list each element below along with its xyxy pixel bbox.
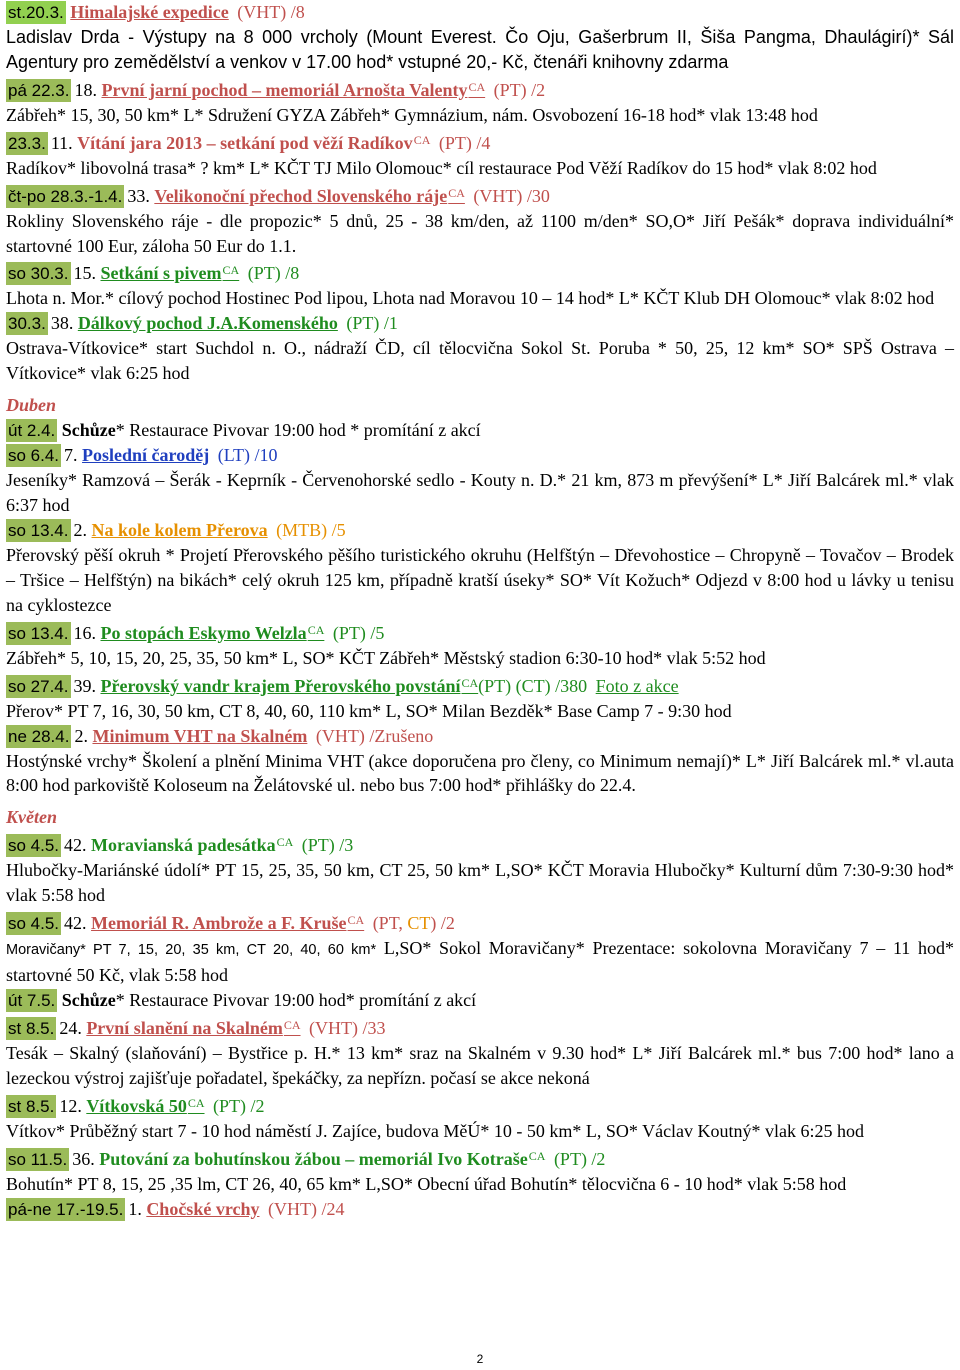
event-title-link[interactable] bbox=[101, 623, 325, 643]
page-number: 2 bbox=[476, 1352, 484, 1366]
event-details: Bohutín* PT 8, 15, 25 ,35 lm, CT 26, 40, 65 km* L,SO* Obecní úřad Bohutín* tělocvična 6 - 10 hod* vlak 5:58 hod bbox=[6, 1173, 847, 1194]
event-details: Jeseníky* Ramzová – Šerák - Keprník - Červenohorské sedlo - Kouty n. D.* 21 km, 873 m převýšení* L* Jiří Balcárek ml.* vlak 6:37 hod bbox=[6, 470, 954, 516]
event-date: ne 28.4. bbox=[8, 726, 70, 746]
event-category: (VHT) /30 bbox=[473, 185, 550, 206]
event-details: Hostýnské vrchy* Školení a plnění Minima VHT (akce doporučena pro členy, co Minimum nemají)* L* Jiří Balcárek ml.* vl.auta 8:00 hod parkoviště Koloseum na Želátovské ul. nebo bus 7:00 hod* přihlášky do 22.4. bbox=[6, 750, 954, 796]
event-entry bbox=[6, 311, 954, 386]
event-number: 39. bbox=[73, 675, 96, 696]
month-heading: Duben bbox=[6, 395, 57, 416]
event-title-text: Moravianská padesátka bbox=[91, 835, 276, 856]
event-title: Memoriál R. Ambrože a F. Kruše bbox=[91, 913, 347, 934]
event-date: 23.3. bbox=[8, 133, 46, 153]
event-number: 42. bbox=[64, 913, 87, 934]
event-entry bbox=[6, 1013, 954, 1091]
event-number: 38. bbox=[50, 313, 74, 334]
event-number: 16. bbox=[73, 622, 96, 643]
event-category: (PT) /1 bbox=[346, 313, 398, 334]
event-details: Lhota n. Mor.* cílový pochod Hostinec Pod lipou, Lhota nad Moravou 10 – 14 hod* L* KČT Klub DH Olomouc* vlak 8:02 hod bbox=[6, 288, 935, 309]
event-title-link[interactable] bbox=[86, 1018, 300, 1038]
event-number: 18. bbox=[74, 79, 97, 100]
ca-badge: CA bbox=[276, 835, 294, 850]
event-category: (PT) /2 bbox=[493, 79, 546, 100]
event-entry bbox=[6, 1144, 954, 1197]
event-entry bbox=[6, 671, 954, 724]
ca-badge: CA bbox=[307, 622, 325, 637]
event-date: út 2.4. bbox=[8, 421, 56, 441]
event-title-link[interactable] bbox=[101, 80, 485, 100]
event-title: První jarní pochod – memoriál Arnošta Valenty bbox=[101, 79, 468, 100]
details-part: L,SO* Sokol Moravičany* Prezentace: sokolovna Moravičany 7 – 11 hod* startovné 50 Kč, vlak 5:58 hod bbox=[6, 938, 954, 986]
event-title-link[interactable] bbox=[101, 676, 479, 696]
event-details: Zábřeh* 5, 10, 15, 20, 25, 35, 50 km* L, SO* KČT Zábřeh* Městský stadion 6:30-10 hod* vlak 5:52 hod bbox=[6, 647, 766, 668]
event-entry bbox=[6, 443, 954, 518]
event-title: Přerovský vandr krajem Přerovského povstání bbox=[100, 675, 461, 696]
event-details: Přerov* PT 7, 16, 30, 50 km, CT 8, 40, 60, 110 km* L, SO* Milan Bezděk* Base Camp 7 - 9:30 hod bbox=[6, 700, 732, 721]
event-category: (PT) /4 bbox=[438, 132, 491, 153]
event-entry bbox=[6, 258, 954, 311]
event-number: 36. bbox=[72, 1148, 95, 1169]
event-details: Přerovský pěší okruh * Projetí Přerovského pěšího turistického okruhu (Helfštýn – Dřevohostice – Chropyně – Tovačov – Brodek – Tršice – Helfštýn) na bikách* celý okruh 125 km, případně kratší úseky* SO* Vít Kožuch* Odjezd v 8:00 hod u lávky u tenisu na cyklostezce bbox=[6, 544, 954, 615]
ca-badge: CA bbox=[528, 1148, 546, 1163]
event-number: 15. bbox=[73, 263, 96, 284]
event-date: so 13.4. bbox=[8, 623, 69, 643]
event-title-link[interactable]: Chočské vrchy bbox=[146, 1198, 260, 1219]
event-date: st 8.5. bbox=[8, 1096, 55, 1116]
event-title-link[interactable]: Dálkový pochod J.A.Komenského bbox=[77, 313, 338, 334]
event-date: so 27.4. bbox=[8, 676, 69, 696]
event-entry bbox=[6, 908, 954, 988]
event-date: st 8.5. bbox=[8, 1018, 55, 1038]
ca-badge: CA bbox=[448, 185, 465, 200]
event-title-link[interactable]: Poslední čaroděj bbox=[82, 445, 210, 466]
event-date: so 13.4. bbox=[8, 520, 69, 540]
details-part: CT 20, 40, 60 km* bbox=[246, 942, 377, 959]
event-title: První slanění na Skalném bbox=[86, 1017, 283, 1038]
details-part: Moravičany* PT 7, 15, 20, 35 km, bbox=[6, 942, 247, 959]
event-details: Zábřeh* 15, 30, 50 km* L* Sdružení GYZA Zábřeh* Gymnázium, nám. Osvobození 16-18 hod* vlak 13:48 hod bbox=[6, 104, 818, 125]
event-date: so 6.4. bbox=[8, 446, 60, 466]
event-category: (PT) /5 bbox=[332, 622, 385, 643]
event-number: 7. bbox=[64, 445, 78, 466]
event-category: (LT) /10 bbox=[217, 445, 278, 466]
event-date: 30.3. bbox=[8, 314, 46, 334]
event-details: Vítkov* Průběžný start 7 - 10 hod náměstí J. Zajíce, budova MěÚ* 10 - 50 km* L, SO* Václav Koutný* vlak 6:25 hod bbox=[6, 1120, 865, 1141]
event-title-link[interactable] bbox=[154, 186, 465, 206]
category-part-ct: CT bbox=[407, 913, 431, 934]
event-category: (PT) /3 bbox=[301, 835, 354, 856]
month-heading: Květen bbox=[6, 807, 57, 828]
event-date: pá-ne 17.-19.5. bbox=[8, 1199, 124, 1219]
event-title-link[interactable]: Himalajské expedice bbox=[70, 2, 229, 22]
event-entry bbox=[6, 128, 954, 181]
event-title bbox=[99, 1149, 545, 1169]
event-details bbox=[6, 936, 954, 988]
event-number: 1. bbox=[128, 1198, 142, 1219]
event-title: Po stopách Eskymo Welzla bbox=[100, 622, 307, 643]
event-category: (PT) /2 bbox=[553, 1148, 606, 1169]
event-date: so 4.5. bbox=[8, 836, 60, 856]
event-title-link[interactable]: Na kole kolem Přerova bbox=[91, 519, 268, 540]
event-category: (VHT) /Zrušeno bbox=[315, 725, 434, 746]
event-entry bbox=[6, 724, 954, 799]
event-entry bbox=[6, 0, 954, 75]
event-details: Hlubočky-Mariánské údolí* PT 15, 25, 35, 50 km, CT 25, 50 km* L,SO* KČT Moravia Hlubočky* Kulturní dům 7:30-9:30 hod* vlak 5:58 hod bbox=[6, 860, 954, 906]
event-entry bbox=[6, 75, 954, 128]
event-entry bbox=[6, 618, 954, 671]
event-title: Schůze bbox=[61, 420, 116, 441]
event-date: pá 22.3. bbox=[8, 80, 70, 100]
event-title-link[interactable] bbox=[91, 913, 364, 933]
category-part: ) /2 bbox=[430, 913, 455, 934]
event-entry bbox=[6, 1091, 954, 1144]
event-category: (VHT) /24 bbox=[267, 1198, 345, 1219]
event-title: Vítkovská 50 bbox=[86, 1095, 187, 1116]
event-entry bbox=[6, 1197, 954, 1222]
event-details: * Restaurace Pivovar 19:00 hod * promítání z akcí bbox=[115, 420, 481, 441]
event-entry bbox=[6, 418, 954, 443]
event-title-link[interactable]: Minimum VHT na Skalném bbox=[92, 725, 308, 746]
ca-badge: CA bbox=[413, 132, 431, 147]
event-number: 24. bbox=[59, 1017, 82, 1038]
ca-badge: CA bbox=[347, 913, 365, 928]
event-number: 11. bbox=[50, 132, 73, 153]
ca-badge: CA bbox=[468, 79, 486, 94]
ca-badge: CA bbox=[222, 263, 240, 278]
event-number: 33. bbox=[127, 185, 150, 206]
ca-badge: CA bbox=[187, 1095, 205, 1110]
event-details: Ladislav Drda - Výstupy na 8 000 vrcholy (Mount Everest. Čo Oju, Gašerbrum II, Šiša Pangma, Dhaulágirí)* Sál Agentury pro zemědělství a venkov v 17.00 hod* vstupné 20,- Kč, čtenáři knihovny zdarma bbox=[6, 27, 954, 72]
event-title bbox=[77, 133, 430, 153]
event-title-link[interactable] bbox=[86, 1096, 204, 1116]
event-date: čt-po 28.3.-1.4. bbox=[8, 186, 123, 206]
event-entry bbox=[6, 830, 954, 908]
event-category bbox=[373, 913, 455, 933]
event-date: út 7.5. bbox=[8, 990, 56, 1010]
event-date: so 30.3. bbox=[8, 264, 69, 284]
event-details: * Restaurace Pivovar 19:00 hod* promítání z akcí bbox=[115, 989, 477, 1010]
event-details: Tesák – Skalný (slaňování) – Bystřice p. H.* 13 km* sraz na Skalném v 9.30 hod* L* Jiří Balcárek ml.* bus 7:00 hod* lano a lezeckou výstroj zajišťuje pořadatel, špekáčky, za nepřízn. počasí se akce nekoná bbox=[6, 1042, 954, 1088]
event-entry bbox=[6, 181, 954, 259]
event-entry bbox=[6, 988, 954, 1013]
event-title: Schůze bbox=[61, 989, 116, 1010]
event-details: Radíkov* libovolná trasa* ? km* L* KČT TJ Milo Olomouc* cíl restaurace Pod Věží Radíkov do 15 hod* vlak 8:02 hod bbox=[6, 157, 877, 178]
event-title-link[interactable] bbox=[101, 263, 240, 283]
event-number: 2. bbox=[73, 519, 87, 540]
event-title-text: Putování za bohutínskou žábou – memoriál Ivo Kotraše bbox=[99, 1148, 528, 1169]
event-category: (PT) /2 bbox=[213, 1095, 265, 1116]
event-category: (MTB) /5 bbox=[276, 519, 346, 540]
event-category: (PT) /8 bbox=[247, 263, 300, 284]
event-number: 12. bbox=[59, 1095, 82, 1116]
event-details: Rokliny Slovenského ráje - dle propozic* 5 dnů, 25 - 38 km/den, až 1100 m/den* SO,O* Jiří Pešák* doprava individuální* startovné 100 Eur, záloha 50 Eur do 1.1. bbox=[6, 210, 954, 256]
event-date: so 4.5. bbox=[8, 914, 60, 934]
event-entry bbox=[6, 518, 954, 618]
ca-badge: CA bbox=[461, 675, 479, 690]
event-category: (PT) (CT) /380 bbox=[478, 675, 588, 696]
event-title: Velikonoční přechod Slovenského ráje bbox=[154, 185, 448, 206]
event-title-text: Vítání jara 2013 – setkání pod věží Radíkov bbox=[77, 132, 413, 153]
event-number: 2. bbox=[74, 725, 88, 746]
event-category: (VHT) /8 bbox=[237, 2, 305, 22]
category-part: (PT, bbox=[372, 913, 408, 934]
ca-badge: CA bbox=[283, 1017, 301, 1032]
event-date: st.20.3. bbox=[8, 3, 64, 22]
photo-link[interactable]: Foto z akce bbox=[595, 675, 679, 696]
event-number: 42. bbox=[64, 835, 87, 856]
event-category: (VHT) /33 bbox=[309, 1017, 386, 1038]
event-details: Ostrava-Vítkovice* start Suchdol n. O., nádraží ČD, cíl tělocvična Sokol St. Poruba * 50, 25, 12 km* SO* SPŠ Ostrava – Vítkovice* vlak 6:25 hod bbox=[6, 338, 954, 384]
event-date: so 11.5. bbox=[8, 1149, 68, 1169]
event-title bbox=[91, 835, 293, 855]
event-title: Setkání s pivem bbox=[100, 263, 222, 284]
